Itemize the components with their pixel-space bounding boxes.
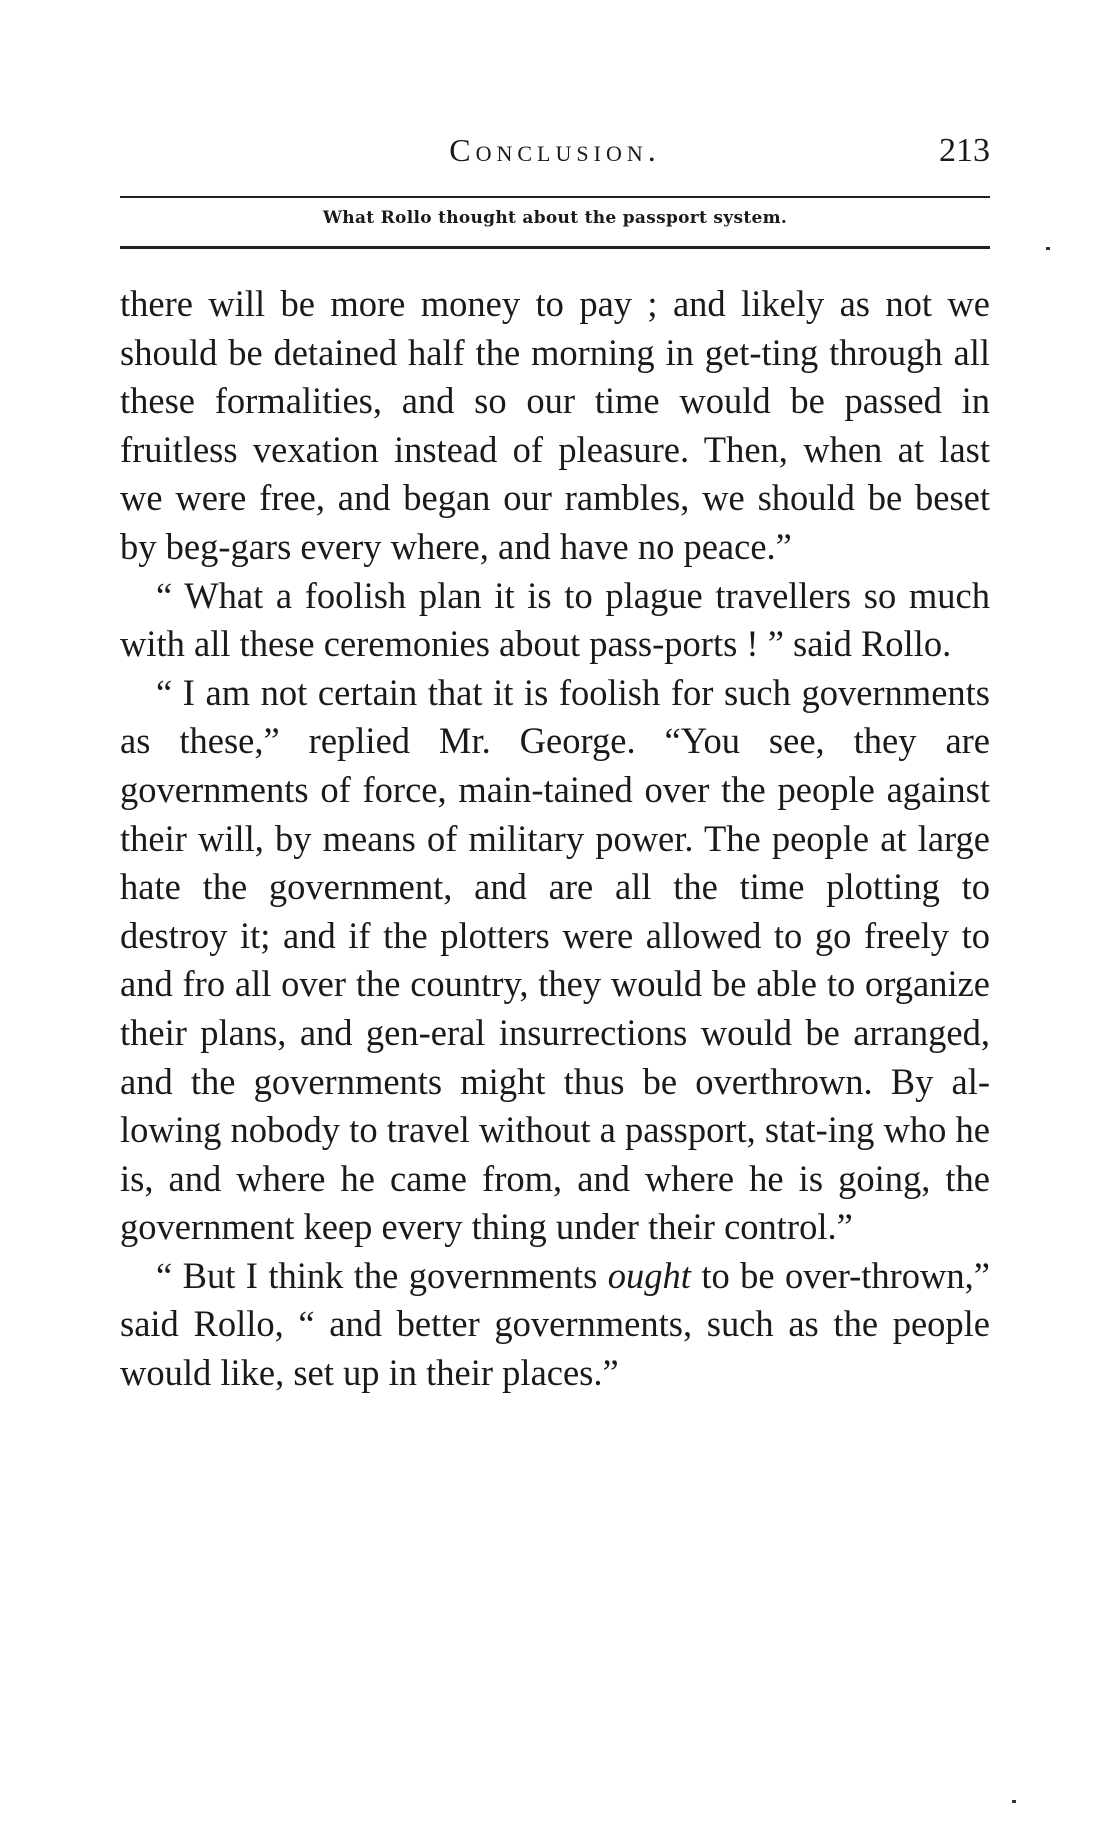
margin-speck xyxy=(1046,247,1050,250)
paragraph: “ What a foolish plan it is to plague travellers so much with all these ceremonies about pass-ports ! ” said Rollo. xyxy=(120,574,990,665)
paragraph xyxy=(120,1252,990,1398)
paragraph: “ I am not certain that it is foolish for such governments as these,” replied Mr. George. “You see, they are governments of force, main-tained over the people against their will, by means of military power. The people at large hate the government, and are all the time plotting to destroy it; and if the plotters were allowed to go freely to and fro all over the country, they would be able to organize their plans, and gen-eral insurrections would be arranged, and the governments might thus be overthrown. By al-lowing nobody to travel without a passport, stat-ing who he is, and where he came from, and where he is going, the government keep every thing under their control.” xyxy=(120,671,990,1248)
header-rule-top xyxy=(120,196,990,198)
paragraph-text: to be over-thrown,” said Rollo, “ and better governments, such as the people would like, set up in their places.” xyxy=(120,1254,990,1394)
paragraph-text: “ But I think the governments xyxy=(156,1254,608,1296)
margin-speck xyxy=(1012,1800,1016,1803)
running-title: Conclusion. xyxy=(449,132,661,168)
page-number: 213 xyxy=(939,132,990,169)
paragraph: there will be more money to pay ; and likely as not we should be detained half the morning in get-ting through all these formalities, and so our time would be passed in fruitless vexation instead of pleasure. Then, when at last we were free, and began our rambles, we should be beset by beg-gars every where, and have no peace.” xyxy=(120,283,990,567)
section-subheading: What Rollo thought about the passport system. xyxy=(322,208,788,228)
emphasized-word: ought xyxy=(607,1254,691,1296)
page-header xyxy=(120,132,990,174)
page-body xyxy=(120,280,990,1398)
header-rule-bottom xyxy=(120,246,990,249)
